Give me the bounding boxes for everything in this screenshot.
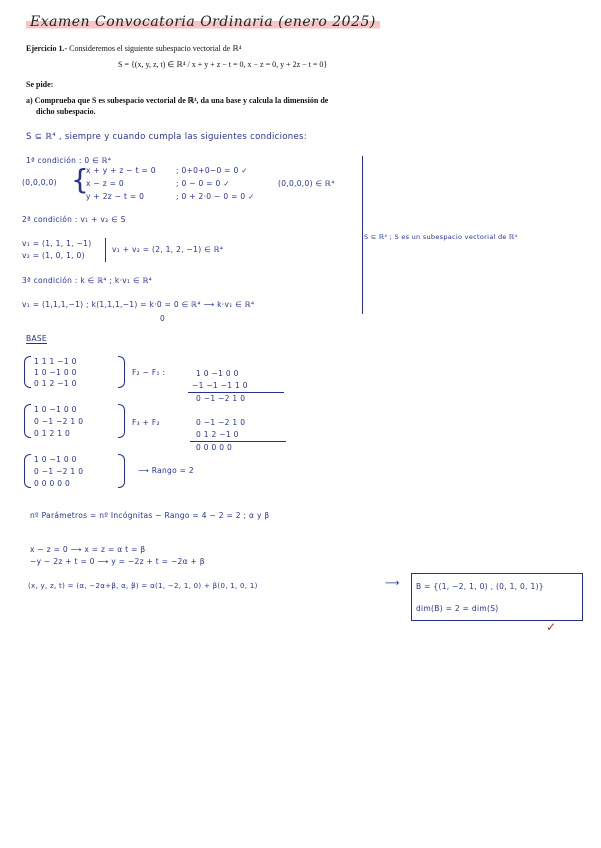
cond1-check3: ; 0 + 2·0 − 0 = 0 ✓ — [176, 192, 255, 201]
range-result: ⟶ Rango = 2 — [138, 466, 195, 475]
matrix3-left-paren — [24, 454, 31, 488]
cond2-bracket — [105, 238, 106, 262]
matrix2-row3: 0 1 2 1 0 — [34, 429, 71, 438]
matrix1-calc3: 0 −1 −2 1 0 — [196, 394, 246, 403]
matrix1-calc-line — [188, 392, 284, 393]
cond1-check2: ; 0 − 0 = 0 ✓ — [176, 179, 230, 188]
cond1-eq1: x + y + z − t = 0 — [86, 166, 156, 175]
matrix1-calc2: −1 −1 −1 1 0 — [192, 381, 248, 390]
condition-1-label: 1ª condición : 0 ∈ ℝ⁴ — [26, 156, 112, 165]
matrix2-right-paren — [118, 404, 125, 438]
cond3-zero: 0 — [160, 314, 166, 323]
equations-line2: −y − 2z + t = 0 ⟶ y = −2z + t = −2α + β — [30, 557, 205, 566]
cond3-line: v₁ = (1,1,1,−1) ; k(1,1,1,−1) = k·0 = 0 ∈ ℝ⁴ ⟶ k·v₁ ∈ ℝ⁴ — [22, 300, 255, 309]
matrix3-row1: 1 0 −1 0 0 — [34, 455, 77, 464]
system-brace-icon: { — [71, 163, 90, 196]
cond2-v1: v₁ = (1, 1, 1, −1) — [22, 239, 92, 248]
cond2-v2: v₂ = (1, 0, 1, 0) — [22, 251, 85, 260]
subspace-conclusion: S ⊆ ℝ⁴ ; S es un subespacio vectorial de ℝ⁴ — [364, 233, 518, 241]
dimension-result: dim(B) = 2 = dim(S) — [416, 604, 499, 613]
matrix2-calc3: 0 0 0 0 0 — [196, 443, 233, 452]
equations-line1: x − z = 0 ⟶ x = z = α t = β — [30, 545, 146, 554]
matrix1-left-paren — [24, 356, 31, 388]
matrix2-left-paren — [24, 404, 31, 438]
condition-1-vector: (0,0,0,0) — [22, 178, 57, 187]
matrix1-calc1: 1 0 −1 0 0 — [196, 369, 239, 378]
solution-intro: S ⊆ ℝ⁴ , siempre y cuando cumpla las siguientes condiciones: — [26, 132, 307, 142]
matrix1-row2: 1 0 −1 0 0 — [34, 368, 77, 377]
conditions-bracket — [362, 156, 363, 314]
matrix1-right-paren — [118, 356, 125, 388]
matrix2-operation: F₃ + F₂ — [132, 418, 160, 427]
se-pide: Se pide: — [26, 80, 54, 89]
subspace-definition: S = {(x, y, z, t) ∈ ℝ⁴ / x + y + z − t = 0, x − z = 0, y + 2z − t = 0} — [118, 60, 328, 69]
condition-3-label: 3ª condición : k ∈ ℝ⁴ ; k·v₁ ∈ ℝ⁴ — [22, 276, 153, 285]
cond1-check1: ; 0+0+0−0 = 0 ✓ — [176, 166, 248, 175]
part-a-line2: dicho subespacio. — [36, 107, 96, 116]
matrix1-operation: F₂ − F₁ : — [132, 368, 166, 377]
matrix1-row3: 0 1 2 −1 0 — [34, 379, 77, 388]
matrix2-calc-line — [190, 441, 286, 442]
basis-result: B = {(1, −2, 1, 0) , (0, 1, 0, 1)} — [416, 582, 544, 591]
base-heading: BASE — [26, 334, 47, 343]
matrix2-row1: 1 0 −1 0 0 — [34, 405, 77, 414]
matrix3-right-paren — [118, 454, 125, 488]
basis-box — [411, 573, 583, 621]
matrix2-calc1: 0 −1 −2 1 0 — [196, 418, 246, 427]
cond1-eq2: x − z = 0 — [86, 179, 124, 188]
cond2-sum: v₁ + v₂ = (2, 1, 2, −1) ∈ ℝ⁴ — [112, 245, 224, 254]
condition-2-label: 2ª condición : v₁ + v₂ ∈ S — [22, 215, 126, 224]
exercise-label: Ejercicio 1.- — [26, 44, 68, 53]
exercise-text: Consideremos el siguiente subespacio vectorial de ℝ⁴ — [69, 44, 242, 53]
exercise-statement — [26, 44, 241, 53]
parameters-line: nº Parámetros = nº Incógnitas − Rango = 4 − 2 = 2 ; α y β — [30, 511, 270, 520]
checkmark-icon: ✓ — [546, 620, 557, 634]
matrix2-calc2: 0 1 2 −1 0 — [196, 430, 239, 439]
parametric-vector: (x, y, z, t) = (α, −2α+β, α, β) = α(1, −2, 1, 0) + β(0, 1, 0, 1) — [28, 582, 258, 590]
exam-title: Examen Convocatoria Ordinaria (enero 2025) — [26, 14, 380, 30]
matrix2-row2: 0 −1 −2 1 0 — [34, 417, 84, 426]
cond1-result: (0,0,0,0) ∈ ℝ⁴ — [278, 179, 335, 188]
matrix1-row1: 1 1 1 −1 0 — [34, 357, 77, 366]
cond1-eq3: y + 2z − t = 0 — [86, 192, 145, 201]
arrow-right-icon: ⟶ — [385, 578, 400, 589]
matrix3-row2: 0 −1 −2 1 0 — [34, 467, 84, 476]
part-a-line1: a) Comprueba que S es subespacio vectorial de ℝ⁴, da una base y calcula la dimensión de — [26, 96, 329, 105]
matrix3-row3: 0 0 0 0 0 — [34, 479, 71, 488]
